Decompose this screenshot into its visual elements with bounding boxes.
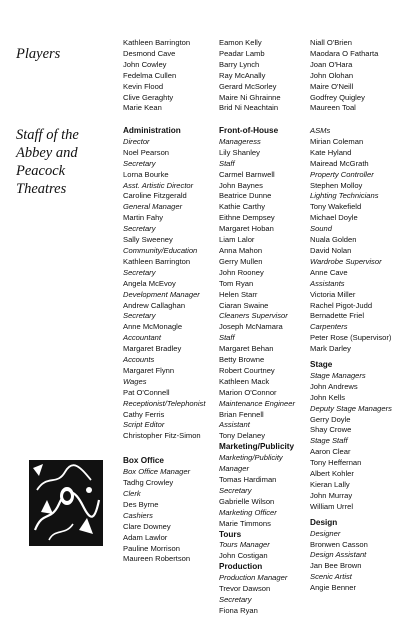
player-name: Barry Lynch bbox=[219, 59, 260, 69]
player-name: Godfrey Quigley bbox=[310, 92, 365, 102]
staff-name: Angie Benner bbox=[310, 583, 357, 593]
role-label: Deputy Stage Managers bbox=[310, 403, 392, 413]
staff-name: Kate Hyland bbox=[310, 147, 352, 157]
player-name: Marie Kean bbox=[123, 103, 162, 113]
staff-name: Tony Wakefield bbox=[310, 202, 362, 212]
staff-name: Christopher Fitz-Simon bbox=[123, 431, 201, 441]
role-label: Marketing/Publicity bbox=[219, 453, 283, 463]
staff-name: Anne Cave bbox=[310, 267, 348, 277]
staff-name: Tony Delaney bbox=[219, 431, 266, 441]
staff-name: Eithne Dempsey bbox=[219, 213, 275, 223]
role-label: Manager bbox=[219, 464, 249, 474]
player-name: Clive Geraghty bbox=[123, 92, 174, 102]
role-label: Secretary bbox=[123, 311, 156, 321]
staff-name: Peter Rose (Supervisor) bbox=[310, 333, 392, 343]
staff-name: Fiona Ryan bbox=[219, 605, 258, 615]
staff-name: Cathy Ferris bbox=[123, 409, 165, 419]
role-label: Cashiers bbox=[123, 510, 153, 520]
player-name: Niall O'Brien bbox=[310, 38, 352, 47]
player-name: Maodara O Fatharta bbox=[310, 48, 379, 58]
staff-name: Mairead McGrath bbox=[310, 158, 369, 168]
staff-name: Lorna Bourke bbox=[123, 169, 169, 179]
staff-name: Beatrice Dunne bbox=[219, 191, 272, 201]
role-label: Staff bbox=[219, 158, 235, 168]
staff-name: Betty Browne bbox=[219, 355, 265, 365]
staff-heading-line-3: Peacock bbox=[16, 163, 66, 179]
staff-name: Tom Ryan bbox=[219, 278, 254, 288]
spacer bbox=[123, 442, 205, 456]
staff-column-2 bbox=[219, 126, 295, 617]
staff-heading-line-1: Staff of the bbox=[16, 127, 79, 143]
staff-name: Shay Crowe bbox=[310, 425, 352, 435]
role-label: Accounts bbox=[123, 355, 155, 365]
player-name: Fedelma Cullen bbox=[123, 70, 177, 80]
department-heading: Front-of-House bbox=[219, 126, 279, 135]
role-label: Director bbox=[123, 136, 150, 146]
staff-name: Kathleen Mack bbox=[219, 376, 270, 386]
staff-name: Helen Starr bbox=[219, 289, 258, 299]
players-column-2 bbox=[219, 38, 281, 114]
staff-name: Victoria Miller bbox=[310, 289, 356, 299]
department-heading: Marketing/Publicity bbox=[219, 442, 295, 452]
staff-name: Rachel Pigot-Judd bbox=[310, 300, 373, 310]
role-label: Development Manager bbox=[123, 289, 200, 299]
role-label: Tours Manager bbox=[219, 540, 270, 550]
staff-name: Gabrielle Wilson bbox=[219, 496, 275, 506]
department-heading: Box Office bbox=[123, 456, 164, 466]
role-label: Clerk bbox=[123, 489, 141, 498]
role-label: Wages bbox=[123, 376, 147, 386]
role-label: Receptionist/Telephonist bbox=[123, 398, 206, 408]
player-name: Kathleen Barrington bbox=[123, 38, 191, 47]
staff-name: Bronwen Casson bbox=[310, 539, 368, 549]
staff-name: Aaron Clear bbox=[310, 447, 351, 457]
staff-name: Mark Darley bbox=[310, 344, 351, 354]
player-name: Desmond Cave bbox=[123, 48, 176, 58]
role-label: Scenic Artist bbox=[310, 572, 352, 582]
players-heading: Players bbox=[16, 46, 61, 62]
staff-name: Brian Fennell bbox=[219, 409, 264, 419]
staff-name: Des Byrne bbox=[123, 499, 159, 509]
staff-name: Tadhg Crowley bbox=[123, 478, 174, 488]
staff-name: Pauline Morrison bbox=[123, 543, 180, 553]
player-name: Ray McAnally bbox=[219, 70, 266, 80]
staff-name: Martin Fahy bbox=[123, 213, 164, 223]
role-label: Lighting Technicians bbox=[310, 191, 379, 201]
staff-name: Sally Sweeney bbox=[123, 235, 173, 245]
role-label: Property Controller bbox=[310, 169, 374, 179]
staff-name: Margaret Bradley bbox=[123, 344, 182, 354]
staff-name: Angela McEvoy bbox=[123, 278, 176, 288]
player-name: Peadar Lamb bbox=[219, 48, 265, 58]
role-label: Secretary bbox=[123, 267, 156, 277]
role-label: Maintenance Engineer bbox=[219, 398, 295, 408]
staff-name: John Baynes bbox=[219, 180, 263, 190]
role-label: Asst. Artistic Director bbox=[123, 180, 194, 190]
staff-name: Kathie Carthy bbox=[219, 202, 266, 212]
role-label: Cleaners Supervisor bbox=[219, 311, 288, 321]
department-heading: Production bbox=[219, 562, 263, 572]
players-column-3 bbox=[310, 38, 378, 114]
role-label: Design Assistant bbox=[310, 550, 367, 560]
staff-name: Anna Mahon bbox=[219, 245, 263, 255]
player-name: Joan O'Hara bbox=[310, 59, 353, 69]
staff-name: John Costigan bbox=[219, 551, 268, 561]
role-label: Secretary bbox=[123, 224, 156, 234]
department-heading: Administration bbox=[123, 126, 181, 135]
staff-name: Joseph McNamara bbox=[219, 322, 283, 332]
staff-name: Stephen Molloy bbox=[310, 180, 363, 190]
player-name: Maire Ni Ghrainne bbox=[219, 92, 281, 102]
player-name: Gerard McSorley bbox=[219, 81, 277, 91]
staff-name: Clare Downey bbox=[123, 521, 171, 531]
staff-name: Tony Heffernan bbox=[310, 458, 362, 468]
decorative-illustration bbox=[29, 460, 103, 546]
staff-name: Bernadette Friel bbox=[310, 311, 365, 321]
role-label: Accountant bbox=[123, 333, 161, 343]
players-column-1 bbox=[123, 38, 190, 114]
staff-name: Maureen Robertson bbox=[123, 554, 191, 564]
staff-name: Liam Lalor bbox=[219, 235, 255, 245]
staff-name: Nuala Golden bbox=[310, 235, 357, 245]
player-name: Brid Ni Neachtain bbox=[219, 103, 279, 113]
staff-name: Gerry Doyle bbox=[310, 414, 351, 424]
staff-name: Lily Shanley bbox=[219, 147, 260, 157]
role-label: Marketing Officer bbox=[219, 507, 277, 517]
staff-name: Trevor Dawson bbox=[219, 584, 271, 594]
staff-name: Margaret Hoban bbox=[219, 224, 274, 234]
player-name: John Cowley bbox=[123, 59, 167, 69]
staff-name: Andrew Callaghan bbox=[123, 300, 186, 310]
role-label: Script Editor bbox=[123, 420, 165, 430]
player-name: Maire O'Neill bbox=[310, 81, 354, 91]
role-label: General Manager bbox=[123, 202, 183, 212]
staff-name: Margaret Flynn bbox=[123, 365, 175, 375]
player-name: John Olohan bbox=[310, 70, 354, 80]
staff-name: Carmel Barnwell bbox=[219, 169, 275, 179]
player-name: Eamon Kelly bbox=[219, 38, 262, 47]
role-label: Secretary bbox=[219, 594, 252, 604]
illustration-artwork bbox=[29, 460, 103, 546]
staff-name: John Andrews bbox=[310, 381, 358, 391]
role-label: Wardrobe Supervisor bbox=[310, 256, 382, 266]
staff-name: Adam Lawlor bbox=[123, 532, 168, 542]
role-label: Sound bbox=[310, 224, 332, 234]
staff-heading-line-4: Theatres bbox=[16, 181, 67, 197]
staff-name: John Rooney bbox=[219, 267, 264, 277]
staff-name: Kieran Lally bbox=[310, 480, 350, 489]
staff-name: Marion O'Connor bbox=[219, 387, 277, 397]
staff-name: Gerry Mullen bbox=[219, 256, 263, 266]
staff-heading-line-2: Abbey and bbox=[16, 145, 78, 161]
staff-column-1 bbox=[123, 126, 205, 565]
staff-name: Noel Pearson bbox=[123, 147, 170, 157]
role-label: Secretary bbox=[123, 158, 156, 168]
staff-heading bbox=[16, 126, 79, 198]
player-name: Maureen Toal bbox=[310, 103, 356, 113]
staff-name: John Murray bbox=[310, 490, 353, 500]
staff-name: Marie Timmons bbox=[219, 518, 271, 528]
staff-name: John Kells bbox=[310, 392, 346, 402]
staff-name: Jan Bee Brown bbox=[310, 561, 362, 571]
staff-name: Albert Kohler bbox=[310, 469, 354, 479]
role-label: Stage Managers bbox=[310, 370, 366, 380]
staff-name: Mirian Coleman bbox=[310, 136, 364, 146]
role-label: Community/Education bbox=[123, 245, 198, 255]
role-label: Manageress bbox=[219, 136, 261, 146]
staff-name: Margaret Behan bbox=[219, 344, 274, 354]
player-name: Kevin Flood bbox=[123, 81, 164, 91]
staff-name: Robert Courtney bbox=[219, 365, 275, 375]
role-label: Production Manager bbox=[219, 573, 288, 583]
staff-name: Michael Doyle bbox=[310, 213, 358, 223]
staff-name: Tomas Hardiman bbox=[219, 475, 277, 484]
staff-name: William Urrel bbox=[310, 501, 354, 511]
role-label: Staff bbox=[219, 333, 235, 343]
role-label: Assistants bbox=[310, 278, 345, 288]
role-label: Carpenters bbox=[310, 322, 348, 332]
role-label: Box Office Manager bbox=[123, 467, 191, 477]
role-label: Assistant bbox=[219, 420, 250, 430]
staff-name: Caroline Fitzgerald bbox=[123, 191, 187, 201]
role-label: Secretary bbox=[219, 485, 252, 495]
staff-name: Kathleen Barrington bbox=[123, 256, 191, 266]
staff-name: Pat O'Connell bbox=[123, 387, 170, 397]
role-label: Designer bbox=[310, 528, 341, 538]
staff-name: Anne McMonagle bbox=[123, 322, 183, 332]
staff-name: David Nolan bbox=[310, 245, 352, 255]
department-heading: Design bbox=[310, 517, 338, 527]
department-heading: Stage bbox=[310, 360, 333, 370]
staff-column-3 bbox=[310, 126, 392, 594]
role-label: Stage Staff bbox=[310, 436, 348, 446]
role-label: ASMs bbox=[310, 126, 331, 135]
department-heading: Tours bbox=[219, 529, 242, 539]
staff-name: Ciaran Swaine bbox=[219, 300, 269, 310]
